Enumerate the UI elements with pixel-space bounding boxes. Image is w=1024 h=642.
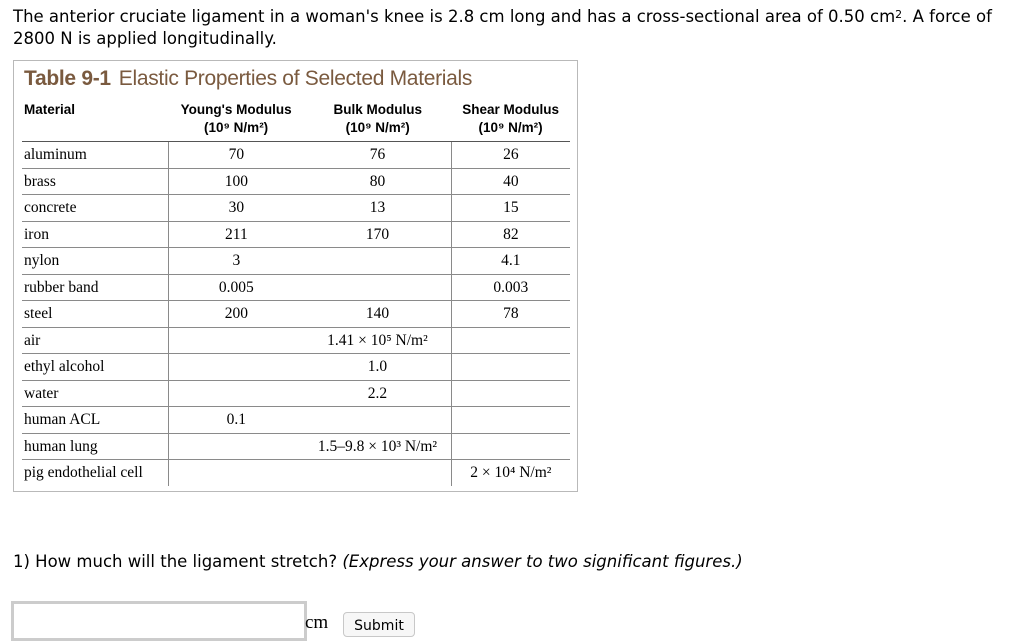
header-bulk-modulus: Bulk Modulus (10⁹ N/m²) <box>304 98 451 142</box>
submit-button[interactable]: Submit <box>343 612 415 637</box>
header-youngs-unit: (10⁹ N/m²) <box>204 120 269 135</box>
problem-line2: 2800 N is applied longitudinally. <box>13 29 277 48</box>
table-row <box>22 195 570 222</box>
cell-bulk <box>304 460 451 486</box>
cell-youngs <box>168 433 304 460</box>
table-title <box>24 67 472 91</box>
cell-bulk: 80 <box>304 168 451 195</box>
cell-youngs <box>168 380 304 407</box>
cell-youngs: 30 <box>168 195 304 222</box>
header-youngs-modulus: Young's Modulus (10⁹ N/m²) <box>168 98 304 142</box>
cell-material: concrete <box>22 195 168 222</box>
header-material: Material <box>22 98 168 142</box>
cell-shear <box>451 407 570 434</box>
cell-material: ethyl alcohol <box>22 354 168 381</box>
problem-statement <box>13 6 1013 50</box>
table-row <box>22 168 570 195</box>
cell-material: air <box>22 327 168 354</box>
table-row <box>22 407 570 434</box>
cell-youngs <box>168 327 304 354</box>
cell-bulk: 2.2 <box>304 380 451 407</box>
problem-line1-prefix: The anterior cruciate ligament in a woman's knee is 2.8 cm long and has a cross-sectional area of 0.50 cm <box>13 7 896 26</box>
cell-bulk: 76 <box>304 142 451 169</box>
cell-bulk: 13 <box>304 195 451 222</box>
elastic-properties-table <box>13 60 578 492</box>
cell-shear: 40 <box>451 168 570 195</box>
cell-youngs: 100 <box>168 168 304 195</box>
cell-youngs: 211 <box>168 221 304 248</box>
answer-unit: cm <box>305 612 329 633</box>
cell-shear: 26 <box>451 142 570 169</box>
cell-youngs: 3 <box>168 248 304 275</box>
cell-shear: 78 <box>451 301 570 328</box>
properties-table <box>22 98 570 486</box>
cell-shear <box>451 433 570 460</box>
cell-material: steel <box>22 301 168 328</box>
cell-shear <box>451 354 570 381</box>
header-shear-modulus: Shear Modulus (10⁹ N/m²) <box>451 98 570 142</box>
cell-material: human lung <box>22 433 168 460</box>
cell-material: brass <box>22 168 168 195</box>
table-row <box>22 354 570 381</box>
question-prompt: 1) How much will the ligament stretch? <box>13 552 343 571</box>
cell-bulk <box>304 274 451 301</box>
problem-line1-suffix: . A force of <box>902 7 992 26</box>
cell-material: rubber band <box>22 274 168 301</box>
table-row <box>22 380 570 407</box>
table-row <box>22 460 570 486</box>
answer-input[interactable] <box>11 601 307 641</box>
table-number: Table 9-1 <box>24 67 111 90</box>
cell-shear <box>451 327 570 354</box>
cell-shear: 82 <box>451 221 570 248</box>
cell-material: aluminum <box>22 142 168 169</box>
question-hint: (Express your answer to two significant figures.) <box>342 552 743 571</box>
cell-bulk: 140 <box>304 301 451 328</box>
table-row <box>22 301 570 328</box>
problem-line1-sup: 2 <box>895 8 903 21</box>
cell-shear: 4.1 <box>451 248 570 275</box>
table-row <box>22 327 570 354</box>
cell-material: water <box>22 380 168 407</box>
cell-youngs <box>168 460 304 486</box>
cell-youngs: 0.1 <box>168 407 304 434</box>
cell-material: pig endothelial cell <box>22 460 168 486</box>
table-row <box>22 221 570 248</box>
table-header-row <box>22 98 570 142</box>
cell-bulk: 1.0 <box>304 354 451 381</box>
question-text <box>13 552 743 571</box>
cell-bulk: 1.41 × 10⁵ N/m² <box>304 327 451 354</box>
table-row <box>22 248 570 275</box>
cell-shear <box>451 380 570 407</box>
cell-youngs: 200 <box>168 301 304 328</box>
cell-bulk: 1.5–9.8 × 10³ N/m² <box>304 433 451 460</box>
cell-bulk: 170 <box>304 221 451 248</box>
cell-shear: 0.003 <box>451 274 570 301</box>
table-row <box>22 142 570 169</box>
cell-youngs: 0.005 <box>168 274 304 301</box>
cell-bulk <box>304 407 451 434</box>
cell-shear: 15 <box>451 195 570 222</box>
cell-shear: 2 × 10⁴ N/m² <box>470 464 552 482</box>
cell-material: human ACL <box>22 407 168 434</box>
table-row <box>22 433 570 460</box>
table-title-text: Elastic Properties of Selected Materials <box>118 67 473 90</box>
table-row <box>22 274 570 301</box>
cell-bulk <box>304 248 451 275</box>
cell-material: iron <box>22 221 168 248</box>
header-bulk-unit: (10⁹ N/m²) <box>345 120 410 135</box>
cell-material: nylon <box>22 248 168 275</box>
cell-youngs <box>168 354 304 381</box>
header-shear-unit: (10⁹ N/m²) <box>478 120 543 135</box>
cell-youngs: 70 <box>168 142 304 169</box>
